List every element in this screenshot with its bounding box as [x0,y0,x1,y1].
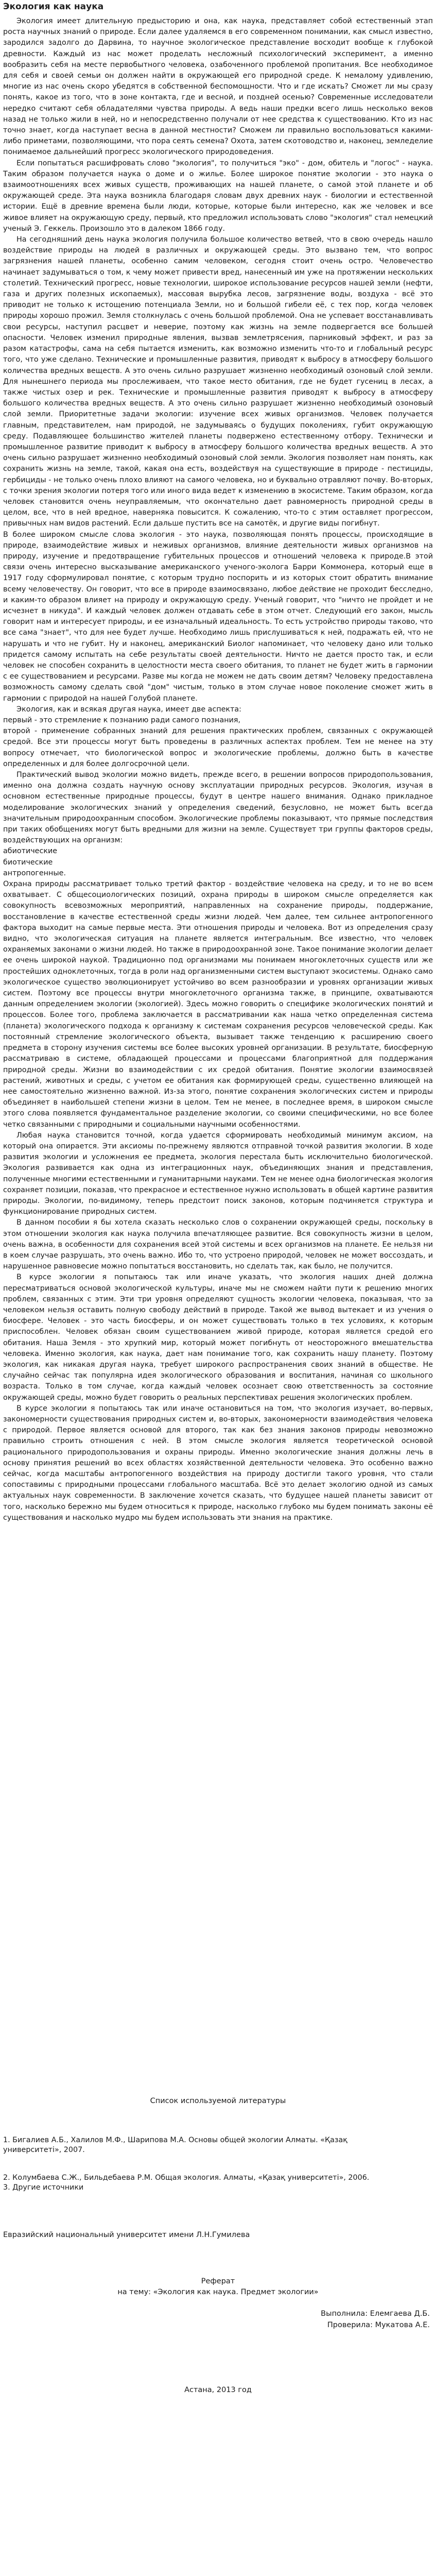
essay-paragraph: второй - применение собранных знаний для решения практических проблем, связанных с окружающей средой. Все эти процессы могут быть проведены в различных аспектах проблем. Тем не менее на эту вопросу отмечает, что биологической вопрос и экологические проблемы, должно быть в качестве определенных и для более долгосрочной цели. [3,727,433,768]
essay-paragraph: Практический вывод экологии можно видеть, прежде всего, в решении вопросов природопользования, именно она должна создать научную основу эксплуатации природных ресурсов. Экология, изучая в основном естественные природные процессы, будут в центре нашего внимания. Однако прикладное моделирование экологических знаний у определения сведений, безусловно, не может быть всегда значительным природоохранным способом. Экологические проблемы показывают, что прямые последствия при таких обобщениях могут быть вредными для жизни на земле. Существует три группы факторов среды, воздействующих на организм: [3,771,433,845]
essay-paragraph: Если попытаться расшифровать слово "экология", то получиться "эко" - дом, обитель и "логос" - наука. Таким образом получается наука о доме и о жилье. Более широкое понятие экологии - это наука о взаимоотношениях всех живых существ, проживающих на нашей планете, о самой этой планете и об окружающей среде. Эта наука возникла благодаря словам двух древних наук - биологии и естественной истории. Ещё в древние времена были люди, которые, которые были интересно, как же человек и все живое влияет на окружающую среду, первый, кто предложил использовать слово "экология" стал немецкий ученый Э. Геккель. Произошло это в далеком 1866 году. [3,159,433,233]
university-name: Евразийский национальный университет имени Л.Н.Гумилева [3,2231,250,2239]
city-year: Астана, 2013 год [184,2386,252,2394]
essay-paragraph: антропогенные. [3,869,66,877]
essay-paragraph: первый - это стремление к познанию ради самого познания, [3,716,241,724]
essay-paragraph: абиотические [3,847,58,856]
essay-paragraph: В более широком смысле слова экология - это наука, позволяющая понять процессы, происходящие в природе, взаимодействие живых и неживых организмов, влияние деятельности живых организмов на природу, изучение и предотвращение губительных процессов и отношений человека к природе.В этой связи очень интересно высказывание американского ученого-эколога Барри Коммонера, который еще в 1917 году сформулировал понятие, с которым трудно поспорить и из которых стоит обратить внимание всему человечеству. Он говорит, что все в природе взаимосвязано, любое действие не проходит бесследно, и каким-то образом влияет на природу и окружающую среду. Ученый говорит, что "ничто не пройдет и не исчезнет в никуда". И каждый человек должен отдавать себе в этом отчет. Следующий его закон, мысль говорит нам и интересует природы, и ее изначальный идеальность. То есть устройство природы таково, что все сама "знает", что для нее будет лучше. Необходимо лишь прислушиваться к ней, подражать ей, что не нарушать и что не губит. Ну и наконец, американский Биолог напоминает, что человеку дано или только придется самому испытать на себе результаты своей деятельности. Ничто не дается просто так, и если человек не способен сохранить в целостности места своего обитания, то планет не будет жить в гармонии с ее существованием и ресурсами. Разве мы когда не можем не дать своим детям? Человеку предоставлена возможность самому сделать свой "дом" чистым, только в этом случае новое поколение сможет жить в гармонии с природой на нашей Голубой планете. [3,530,433,703]
essay-body [3,16,433,1523]
document-title: Экология как наука [3,2,104,12]
essay-paragraph: Охрана природы рассматривает только третий фактор - воздействие человека на среду, и то не во всем охватывает. С общесоциологических позиций, охрана природы в широком смысле определяется как совокупность всевозможных мероприятий, направленных на сохранение природы, поддержание, восстановление в качестве естественной среды жизни людей. Чем далее, тем сильнее антропогенного фактора выходит на самые первые места. Эти отношения природы и человека. Вот из определения сразу видно, что экологическая ситуация на планете является интегральным. Все известно, что человек охраняемых законами о жизни людей. Но также в природоохранной зоне. Такое понимание экологии делает ее очень широкой наукой. Традиционно под организмами мы понимаем многоклеточных существ или же простейших одноклеточных, тогда в роли над организменными систем выступают экосистемы. Однако само экологическое существо эволюционирует устойчиво во всем разнообразии и уровнях организации живых систем. Поэтому все процессы внутри многоклеточного организма также, в принципе, охватываются данным определением экологии (экологией). Здесь можно говорить о специфике экологических понятий и процессов. Более того, проблема заключается в рассматривании как наша четко определенная система (планета) экологического подхода к организму к системам сохранения ресурсов человеческой среды. Как постоянный стремление экологического объекта, вызывает также тенденцию к расширению своего предмета в сторону изучения системы все более высоких уровней организации. В результате, биосферную рассматриваю в системе, обладающей процессами и процессами благоприятной для поддержания природной среды. Жизни во взаимодействии с их средой обитания. Понятие экологии взаимосвязей растений, животных и среды, с учетом ее обитания как формирующей среды, существенно влияющей на нее самостоятельно жизненно важной. Из-за этого, понятие сохранения экологических систем и природы объединяет в наибольшей степени жизни в целом. Тем не менее, в последнее время, в широком смысле этого слова появляется фундаментальное разделение экологии, со своими специфическими, но все более четко связанными с природными и социальными научными особенностями. [3,880,433,1129]
reference-item-1: 1. Бигалиев А.Б., Халилов М.Ф., Шарипова М.А. Основы общей экологии Алматы. «Қазақ университеті», 2007. [3,2136,347,2154]
essay-paragraph: Экология, как и всякая другая наука, имеет две аспекта: [16,705,241,714]
reference-item-2: 2. Колумбаева С.Ж., Бильдебаева Р.М. Общая экология. Алматы, «Қазақ университеті», 2006. 3. Другие источники [3,2174,370,2192]
essay-paragraph: В данном пособии я бы хотела сказать несколько слов о сохранении окружающей среды, поскольку в этом отношении экология как наука получила впечатляющее развитие. Вся совокупность жизни в целом, очень важна, в особенности для сохранения всей этой системы и всех организмов на планете. Ее нельзя ни в коем случае разрушать, это очень важно. Ибо то, что устроено природой, человек не может воссоздать, и нарушенное равновесие можно попытаться восстановить, но сделать так, как было, не получится. [3,1218,433,1271]
performer: Выполнила: Елемгаева Д.Б. [321,2310,430,2318]
document-topic: на тему: «Экология как наука. Предмет экологии» [117,2288,319,2296]
checker: Проверила: Мукатова А.Е. [327,2321,430,2329]
essay-paragraph: Экология имеет длительную предысторию и она, как наука, представляет собой естественный этап роста научных знаний о природе. Если далее удаляемся в его современном понимании, как cмысл известно, зародился задолго до Дарвина, то научное экологическое представление восходит вообще к глубокой древности. Каждый из нас может проделать несложный психологический эксперимент, а именно вообразить себя на месте первобытного человека, озабоченного проблемой пропитания. Все необходимое для себя и своей семьи он должен найти в окружающей его природной среде. К немалому удивлению, многие из нас очень скоро убедятся в собственной беспомощности. Что и где искать? Сможет ли мы сразу понять, какое из того, что в зоне контакта, где и весной, и поздней осенью? Современные исследователи нередко считают себя обладателями чувства природы. А ведь наши предки всего лишь несколько веков назад не только жили в ней, но и непосредственно получали от нее средства к существованию. Кто из нас точно знает, когда наступает весна в данной местности? Сможем ли правильно воспользоваться какими-либо приметами, позволяющими, что пора сеять семена? Охота, затем скотоводство и, наконец, земледелие понимаемое дальнейший прогресс экологического природоведения. [3,17,433,157]
document-type: Реферат [201,2277,235,2285]
essay-paragraph: На сегодняшний день наука экология получила большое количество ветвей, что в свою очередь нашло воздействие природы на людей в различных и окружающей среды. Это вызвано тем, что вопрос загрязнения нашей планеты, особенно самим человеком, сегодня стоит очень остро. Человечество начинает задумываться о том, к чему может привести вред, нанесенный им уже на протяжении нескольких столетий. Технический прогресс, новые технологии, широкое использование ресурсов нашей земли (нефти, газа и других полезных ископаемых), массовая вырубка лесов, загрязнение воды, воздуха - всё это приводит не только к истощению потенциала Земли, но и большой гибели её, с тех пор, когда человек природы хорошо прожил. Земля столкнулась с очень большой проблемой. Она не успевает восстанавливать свои ресурсы, наступил расцвет и неверие, поэтому как жизнь на земле подвергается все большей опасности. Человек изменил природные явления, вызвав землетрясения, парниковый эффект, и раз за разом катастрофы, сама на себя пытается изменить, как возможно изменить что-то и глобальный ресурс того, что уже сделано. Технические и промышленные развития, приводят к выбросу в атмосферу большого количества вредных веществ. А это очень сильно разрушает жизненно необходимый озоновый слой земли. Для нынешнего периода мы прослеживаем, что такое место обитания, где не будет гусениц в лесах, а также чистых озер и рек. Технические и промышленные развития приводят к выбросу в атмосферу большого количества вредных веществ. А это очень сильно разрушает жизненно необходимый озоновый слой земли. Приоритетные задачи экологии: изучение всех живых организмов. Человек получается главным, представителем, нам природой, не задумываясь о будущих поколениях, губит окружающую среду. Подавляющее большинство жителей планеты подвержено естественному отбору. Технически и промышленное развитие приводит к выбросу в атмосферу большого количества вредных веществ. А это очень сильно разрушает жизненно необходимый озоновый слой земли. Экология позволяет нам понять, как сохранить жизнь на земле, такой, какая она есть, воздействуя на существующие в природе - пестициды, гербициды - не только очень плохо влияют на самого человека, но и буквально отравляют почву. Во-вторых, с точки зрения экологии потеря того или иного вида ведет к изменению в экосистеме. Таким образом, когда человек становится очень неуправляемым, что окончательно дает равномерность природной среды в целом, все, что в ней вредное, наверняка повысится. К сожалению, что-то с этим оставляет прогрессом, привычных нам видов растений. Если дальше пустить все на самотёк, и другие виды погибнут. [3,235,433,528]
essay-paragraph: В курсе экологии я попытаюсь так или иначе остановиться на том, что экология изучает, во-первых, закономерности существования природных систем и, во-вторых, закономерности взаимодействия человека с природой. Первое является основой для второго, так как без знания законов природы невозможно правильно строить отношения с ней. В этом смысле экология является теоретической основой рационального природопользования и охраны природы. Именно экологические знания должны лечь в основу принятия решений во всех областях хозяйственной деятельности человека. Это особенно важно сейчас, когда масштабы антропогенного воздействия на природу достигли такого уровня, что стали сопоставимы с природными процессами глобального масштаба. Всё это делает экологию одной из самых актуальных наук современности. В заключение хочется сказать, что будущее нашей планеты зависит от того, насколько бережно мы будем относиться к природе, насколько глубоко мы будем понимать законы её существования и насколько мудро мы будем использовать эти знания на практике. [3,1404,433,1522]
essay-paragraph: Любая наука становится точной, когда удается сформировать необходимый минимум аксиом, на который она опирается. Эти аксиомы по-прежнему являются отправной точкой развития экологии. В ходе развития экологии и усложнения ее предмета, экология перестала быть исключительно биологической. Экология развивается как одна из интеграционных наук, объединяющих знания и представления, полученные многими естественными и гуманитарными науками. Тем не менее одна биологическая экология сохраняет позиции, показав, что прекрасное и естественное нужно использовать в общей картине развития природы. Экологии, по-видимому, теперь предстоит поиск законов, которым подчиняется структура и функционирование природных систем. [3,1131,433,1216]
essay-paragraph: биотические [3,858,53,867]
references-title: Список используемой литературы [150,2097,286,2105]
essay-paragraph: В курсе экологии я попытаюсь так или иначе указать, что экология наших дней должна пересматриваться основой экологической культуры, иначе мы не сможем найти пути к решению многих проблем, связанных с этим. Эти три уровня определяют сущность экологии человека, показывая, что за человеком нельзя оставить полную свободу действий в природе. Такой же вывод вытекает и из учения о биосфере. Человек - это часть биосферы, и он может существовать только в тех условиях, к которым приспособлен. Человек обязан своим существованием живой природе, которая является средой его обитания. Наша Земля - это хрупкий мир, который может погибнуть от неосторожного вмешательства человека. Именно экология, как наука, дает нам понимание того, как сохранить нашу планету. Поэтому экология, как никакая другая наука, требует широкого распространения своих знаний в обществе. Не случайно сейчас так популярна идея экологического образования и воспитания, начиная со школьного возраста. Только в том случае, когда каждый человек осознает свою ответственность за состояние окружающей среды, можно будет говорить о реальных перспективах решения экологических проблем. [3,1273,433,1402]
